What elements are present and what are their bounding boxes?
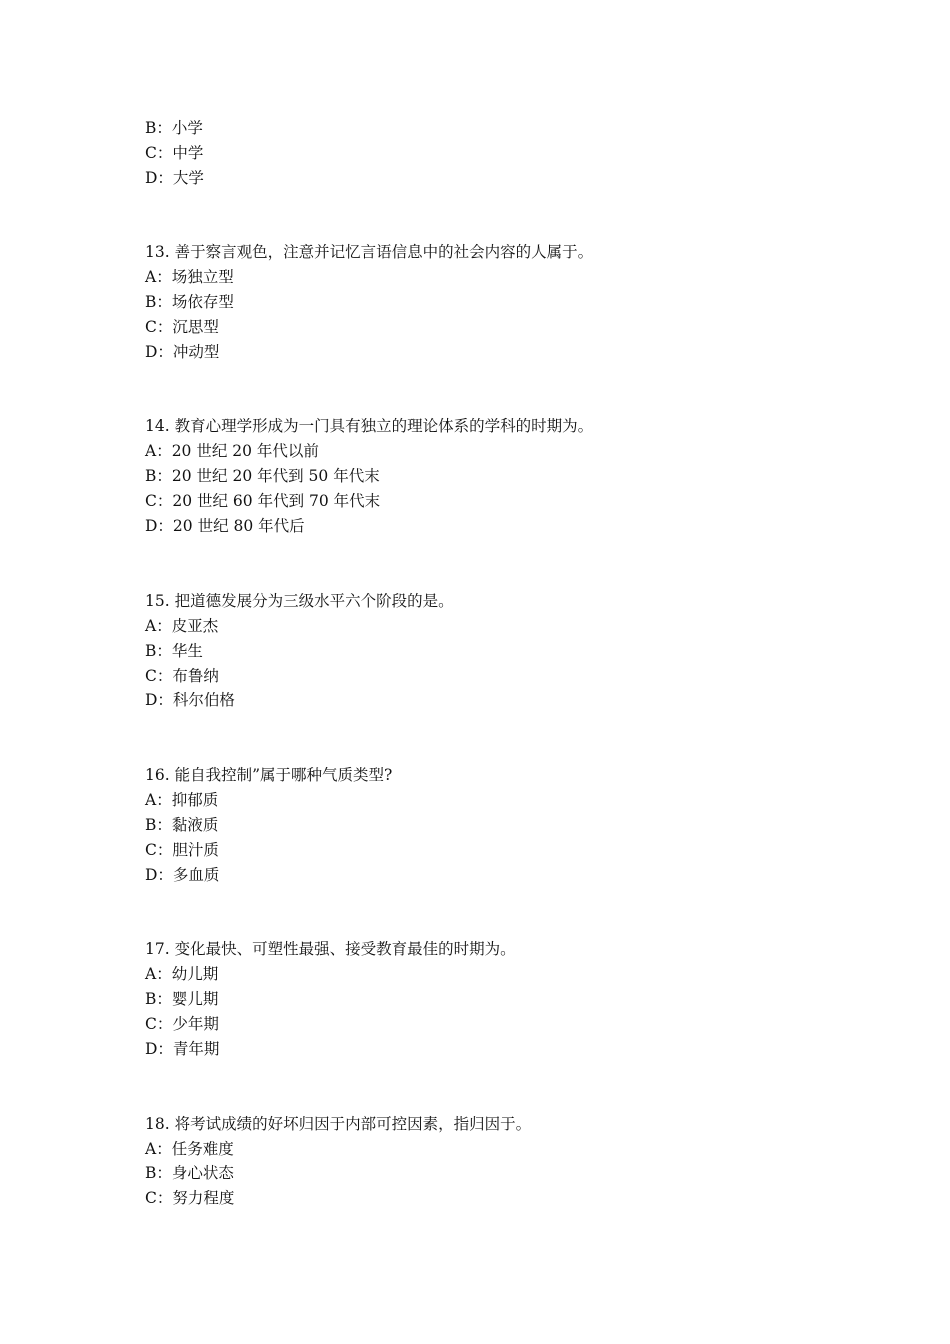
question-16-option-a: A：抑郁质 — [145, 791, 219, 809]
question-14-option-b: B：20 世纪 20 年代到 50 年代末 — [145, 467, 380, 485]
question-15-stem: 15. 把道德发展分为三级水平六个阶段的是。 — [145, 592, 454, 610]
question-17-stem: 17. 变化最快、可塑性最强、接受教育最佳的时期为。 — [145, 940, 516, 958]
question-15-option-c: C：布鲁纳 — [145, 667, 219, 685]
question-16-stem: 16. 能自我控制”属于哪种气质类型? — [145, 766, 393, 784]
option-d: D：大学 — [145, 169, 204, 187]
question-17-option-c: C：少年期 — [145, 1015, 219, 1033]
question-18-option-a: A：任务难度 — [145, 1140, 234, 1158]
question-16-option-b: B：黏液质 — [145, 816, 219, 834]
question-13-option-b: B：场依存型 — [145, 293, 234, 311]
question-13-stem: 13. 善于察言观色，注意并记忆言语信息中的社会内容的人属于。 — [145, 243, 594, 261]
question-14-option-c: C：20 世纪 60 年代到 70 年代末 — [145, 492, 381, 510]
question-13-option-c: C：沉思型 — [145, 318, 219, 336]
question-13-option-a: A：场独立型 — [145, 268, 234, 286]
question-17-option-a: A：幼儿期 — [145, 965, 219, 983]
question-16-option-c: C：胆汁质 — [145, 841, 219, 859]
question-15-option-b: B：华生 — [145, 642, 203, 660]
question-15-option-d: D：科尔伯格 — [145, 691, 235, 709]
question-14-stem: 14. 教育心理学形成为一门具有独立的理论体系的学科的时期为。 — [145, 417, 594, 435]
question-18-option-c: C：努力程度 — [145, 1189, 235, 1207]
question-18-option-b: B：身心状态 — [145, 1164, 234, 1182]
question-17-option-b: B：婴儿期 — [145, 990, 219, 1008]
question-13-option-d: D：冲动型 — [145, 343, 220, 361]
question-18-stem: 18. 将考试成绩的好坏归因于内部可控因素，指归因于。 — [145, 1115, 532, 1133]
question-17-option-d: D：青年期 — [145, 1040, 220, 1058]
option-b: B：小学 — [145, 119, 203, 137]
question-15-option-a: A：皮亚杰 — [145, 617, 219, 635]
question-16-option-d: D：多血质 — [145, 866, 220, 884]
question-14-option-a: A：20 世纪 20 年代以前 — [145, 442, 319, 460]
option-c: C：中学 — [145, 144, 204, 162]
question-14-option-d: D：20 世纪 80 年代后 — [145, 517, 305, 535]
